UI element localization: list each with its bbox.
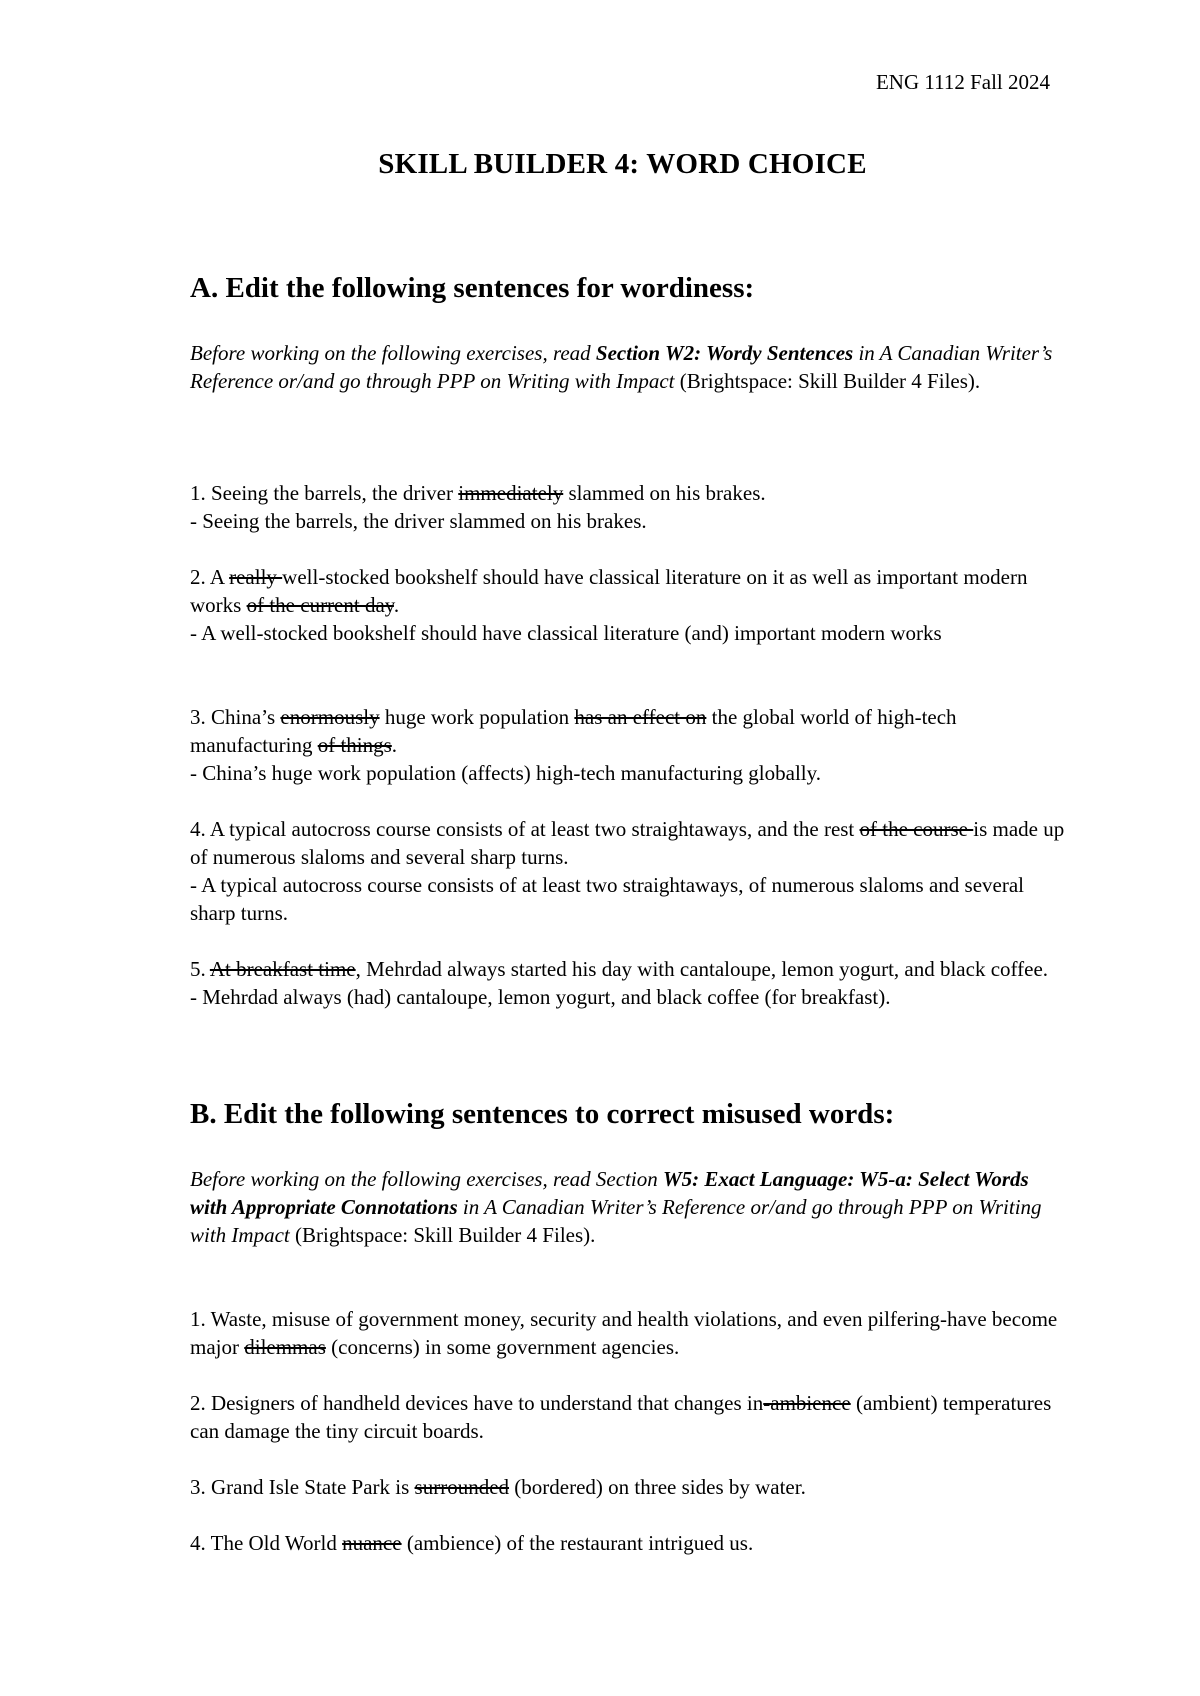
text: (ambient) temperatures can damage the tiny circuit boards. (190, 1391, 1052, 1443)
intro-text: in A Canadian Writer’s Reference or/and go through PPP on Writing with Impact (190, 341, 1053, 393)
struck-text: enormously (280, 705, 380, 729)
revised-sentence: - A well-stocked bookshelf should have classical literature (and) important modern works (190, 621, 942, 645)
intro-reference: Section W2: Wordy Sentences (595, 341, 854, 365)
text: 2. A (190, 565, 230, 589)
section-b-heading: B. Edit the following sentences to correct misused words: (190, 1098, 895, 1130)
section-b-intro (190, 1165, 1070, 1249)
struck-text: really (229, 565, 283, 589)
text: the global world of high-tech manufacturing (190, 705, 957, 757)
struck-text: dilemmas (244, 1335, 326, 1359)
text: 1. Waste, misuse of government money, security and health violations, and even pilfering-have become major (190, 1307, 1058, 1359)
text: 5. (190, 957, 210, 981)
intro-text: in A Canadian Writer’s Reference or/and go through PPP on Writing with Impact (190, 1195, 1042, 1247)
text: (bordered) on three sides by water. (509, 1475, 806, 1499)
original-sentence (190, 815, 1070, 871)
intro-location: (Brightspace: Skill Builder 4 Files). (674, 369, 981, 393)
intro-text: Before working on the following exercises, read (190, 341, 596, 365)
struck-text: of the current day (246, 593, 394, 617)
struck-text: of the course (859, 817, 974, 841)
text: 1. Seeing the barrels, the driver (190, 481, 459, 505)
text: . (391, 733, 398, 757)
exercise-a4 (190, 815, 1070, 927)
exercise-a2 (190, 563, 1070, 647)
revised-sentence: - Mehrdad always (had) cantaloupe, lemon yogurt, and black coffee (for breakfast). (190, 985, 891, 1009)
exercise-b3 (190, 1473, 1070, 1501)
text: 3. Grand Isle State Park is (190, 1475, 415, 1499)
struck-text: surrounded (414, 1475, 510, 1499)
exercise-a5 (190, 955, 1070, 1011)
sentence (190, 1389, 1070, 1445)
text: 4. The Old World (190, 1531, 343, 1555)
text: slammed on his brakes. (563, 481, 766, 505)
struck-text: of things (317, 733, 392, 757)
text: 4. A typical autocross course consists of at least two straightaways, and the rest (190, 817, 860, 841)
text: (ambience) of the restaurant intrigued us. (401, 1531, 754, 1555)
text: . (393, 593, 400, 617)
revised-sentence: - Seeing the barrels, the driver slammed on his brakes. (190, 509, 647, 533)
exercise-b2 (190, 1389, 1070, 1445)
text: , Mehrdad always started his day with cantaloupe, lemon yogurt, and black coffee. (355, 957, 1049, 981)
text: well-stocked bookshelf should have classical literature on it as well as important modern works (190, 565, 1028, 617)
revised-sentence: - China’s huge work population (affects) high-tech manufacturing globally. (190, 761, 821, 785)
sentence (190, 1473, 1070, 1501)
original-sentence (190, 703, 1070, 759)
struck-text: has an effect on (574, 705, 707, 729)
text: huge work population (379, 705, 575, 729)
sentence (190, 1529, 1070, 1557)
original-sentence (190, 563, 1070, 619)
sentence (190, 1305, 1070, 1361)
revised-sentence: - A typical autocross course consists of at least two straightaways, of numerous slaloms and several sharp turns. (190, 873, 1024, 925)
section-a-heading: A. Edit the following sentences for wordiness: (190, 272, 755, 304)
exercise-b1 (190, 1305, 1070, 1361)
intro-text: Before working on the following exercises, read Section (190, 1167, 663, 1191)
section-a-intro (190, 339, 1070, 395)
course-label: ENG 1112 Fall 2024 (875, 70, 1050, 94)
intro-location: (Brightspace: Skill Builder 4 Files). (289, 1223, 596, 1247)
struck-text: At breakfast time (209, 957, 356, 981)
text: 2. Designers of handheld devices have to understand that changes in (190, 1391, 764, 1415)
struck-text: immediately (458, 481, 564, 505)
exercise-a3 (190, 703, 1070, 787)
exercise-a1 (190, 479, 1070, 535)
struck-text: nuance (342, 1531, 402, 1555)
text: 3. China’s (190, 705, 281, 729)
original-sentence (190, 479, 1070, 507)
intro-reference: W5: Exact Language: W5-a: Select Words with Appropriate Connotations (190, 1167, 1029, 1219)
text: (concerns) in some government agencies. (325, 1335, 680, 1359)
exercise-b4 (190, 1529, 1070, 1557)
text: is made up of numerous slaloms and several sharp turns. (190, 817, 1065, 869)
page-title: SKILL BUILDER 4: WORD CHOICE (378, 148, 867, 180)
struck-text: -ambience (763, 1391, 851, 1415)
original-sentence (190, 955, 1070, 983)
